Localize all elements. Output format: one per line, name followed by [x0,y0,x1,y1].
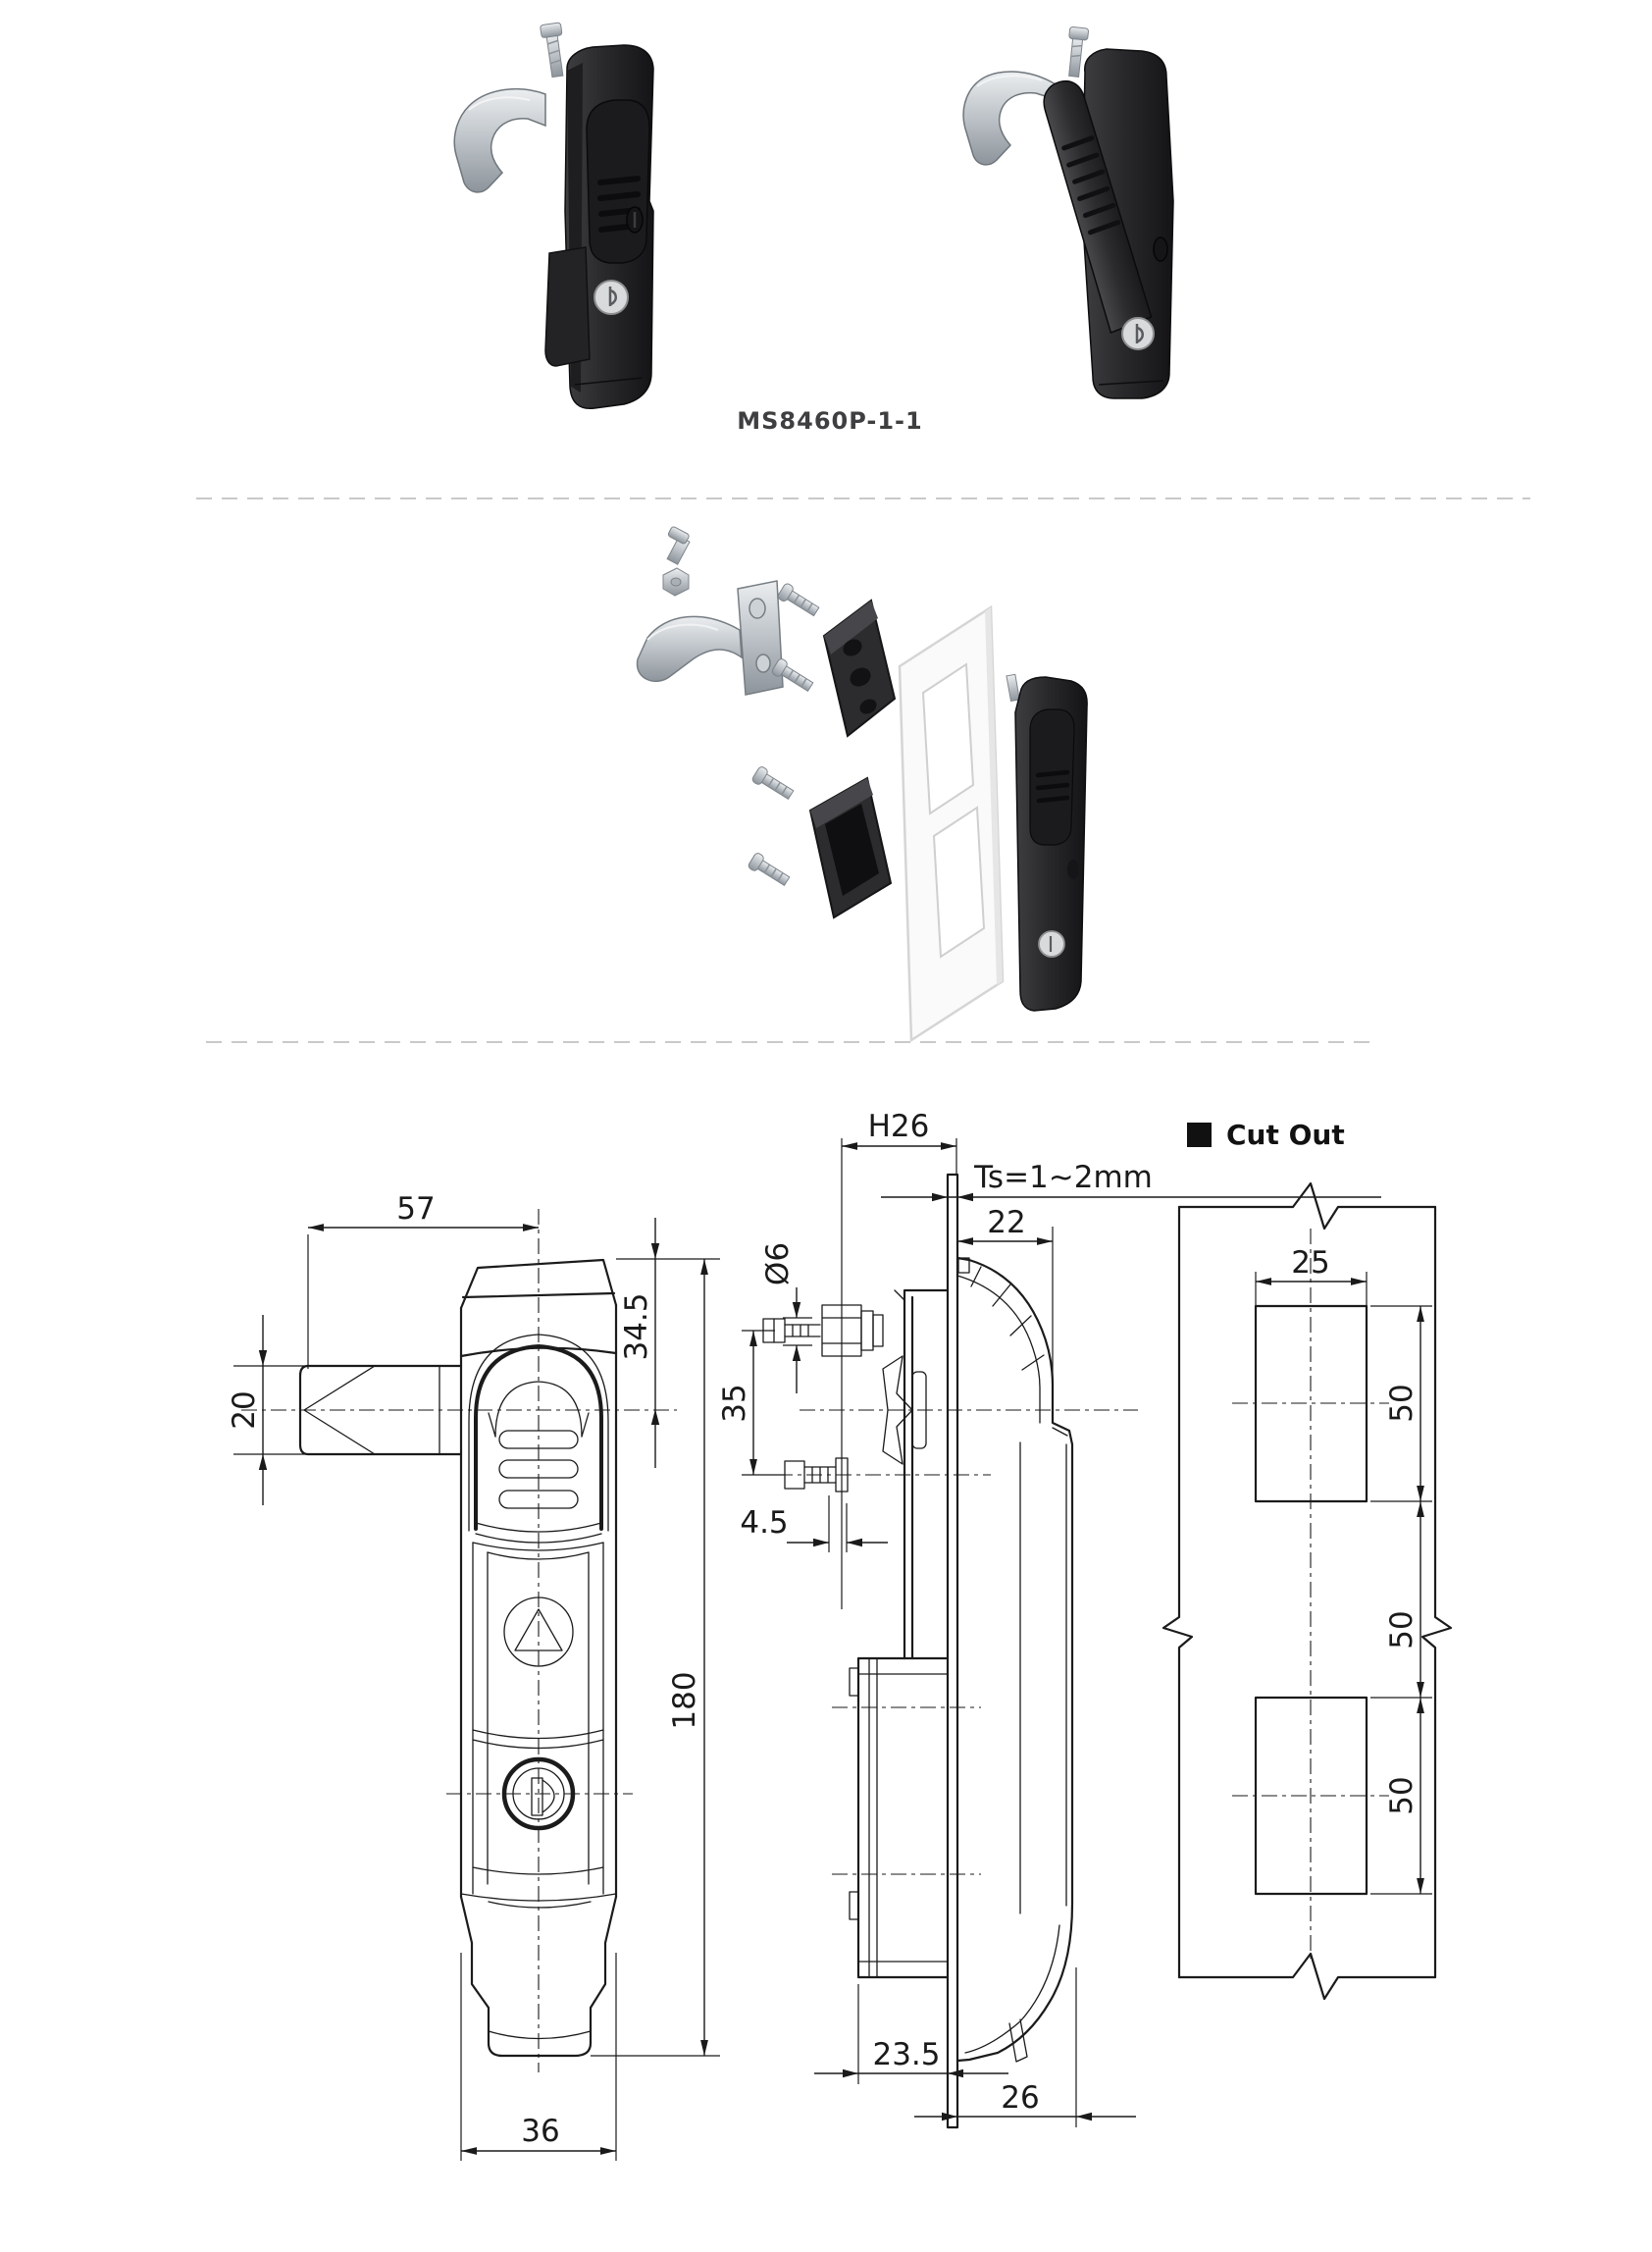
dim-side-total-depth: 26 [1001,2080,1040,2116]
dim-cutout-bottom-hole-height: 50 [1384,1776,1420,1815]
dim-side-screw-spacing: 35 [717,1384,752,1423]
dim-side-front-protrusion: 22 [987,1205,1026,1240]
exploded-screw-3 [751,765,796,803]
product-model-label: MS8460P-1-1 [737,407,923,435]
product-photo-flush [454,23,653,408]
dim-front-shaft-width: 20 [227,1390,262,1430]
cutout-swatch-icon [1187,1123,1212,1147]
dim-cutout-hole-width: 25 [1291,1245,1330,1281]
exploded-bolt [663,526,690,596]
exploded-screw-4 [748,852,792,889]
dim-cutout-hole-gap: 50 [1384,1610,1420,1650]
side-view-drawing [717,1109,1381,2127]
photo1-screw [540,23,567,78]
dim-front-head-height: 34.5 [619,1292,654,1361]
product-photo-popped [963,26,1173,398]
exploded-view [638,526,1088,1040]
photo1-lower-block [545,247,590,366]
exploded-panel [900,607,1003,1040]
dim-front-total-height: 180 [667,1671,702,1730]
dim-front-shaft-length: 57 [396,1191,436,1227]
exploded-latch-body [1007,674,1087,1011]
dim-side-panel-thickness: Ts=1~2mm [974,1160,1153,1195]
exploded-screw-2 [771,657,815,695]
front-view-drawing [227,1191,720,2161]
exploded-screw-1 [777,582,821,619]
cutout-drawing [1163,1119,1451,1999]
exploded-cam-lever [638,581,783,695]
dim-side-rear-depth: 23.5 [872,2037,941,2072]
cutout-legend-label: Cut Out [1226,1119,1345,1151]
exploded-gasket-block [810,778,891,917]
dim-front-body-width: 36 [521,2114,560,2149]
dim-side-boss-offset: 4.5 [740,1505,789,1541]
dim-cutout-top-hole-height: 50 [1384,1384,1420,1423]
photo1-cam-icon [454,89,545,192]
dim-side-handle-height: H26 [867,1109,930,1144]
front-view-body [300,1260,616,2056]
photo2-button [1154,237,1167,261]
exploded-mounting-block [824,601,895,736]
dim-side-screw-diameter: Ø6 [760,1241,796,1286]
